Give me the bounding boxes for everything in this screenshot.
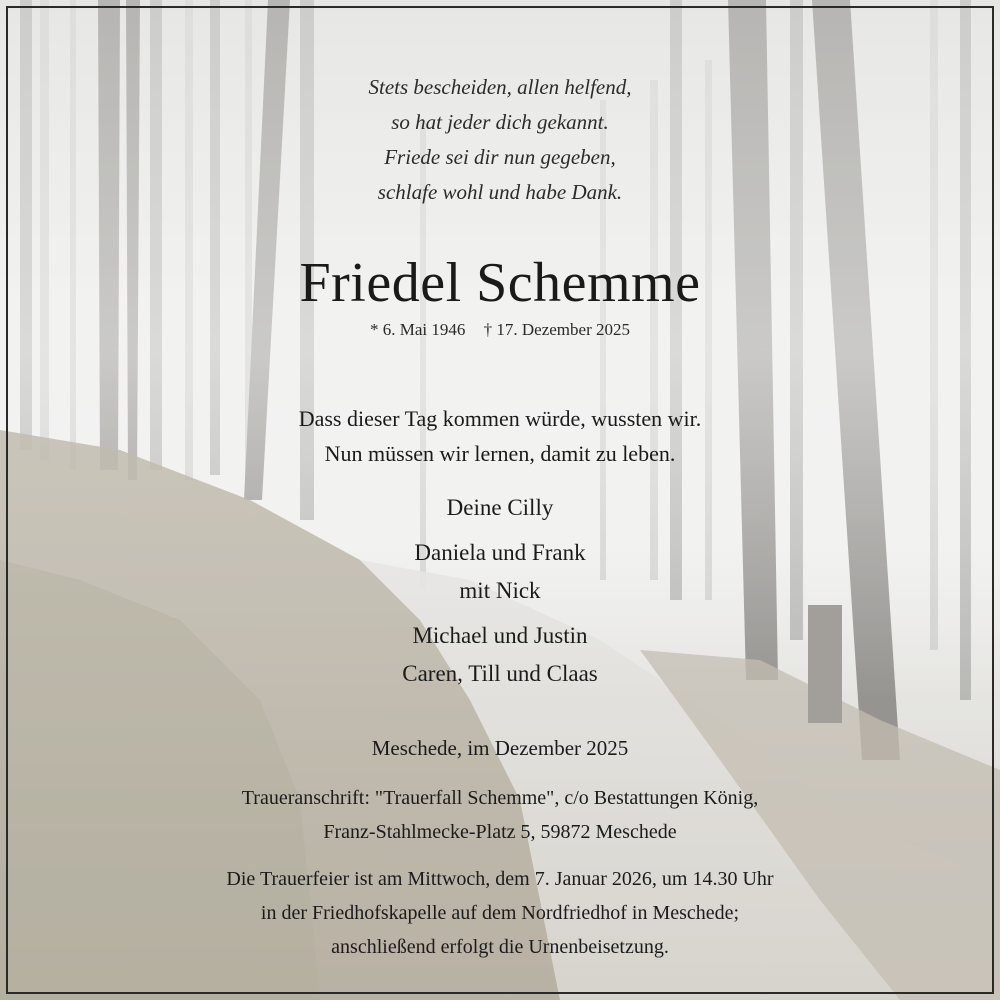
mourner-name: Michael und Justin [412,623,588,648]
verse-line: schlafe wohl und habe Dank. [377,180,623,204]
funeral-details [0,862,1000,964]
ceremony-line: Die Trauerfeier ist am Mittwoch, dem 7. Januar 2026, um 14.30 Uhr [226,868,774,890]
mourner-name: Deine Cilly [446,495,554,520]
mourning-address [0,781,1000,849]
mourner-name: mit Nick [459,578,541,603]
verse-line: so hat jeder dich gekannt. [391,110,609,134]
message-line: Nun müssen wir lernen, damit zu leben. [324,441,676,466]
life-dates [0,318,1000,342]
message-line: Dass dieser Tag kommen würde, wussten wir. [298,406,702,431]
mourner-group [0,617,1000,693]
verse-line: Stets bescheiden, allen helfend, [368,75,632,99]
place-and-date: Meschede, im Dezember 2025 [371,736,629,760]
mourner-name: Caren, Till und Claas [402,661,598,686]
verse-line: Friede sei dir nun gegeben, [384,145,616,169]
address-line: Traueranschrift: "Trauerfall Schemme", c/o Bestattungen König, [241,787,759,809]
address-line: Franz-Stahlmecke-Platz 5, 59872 Meschede [323,821,677,843]
mourner-group [0,534,1000,610]
deceased-name: Friedel Schemme [299,252,701,314]
mourner-name: Daniela und Frank [414,540,586,565]
memorial-verse [0,70,1000,210]
death-date: † 17. Dezember 2025 [483,320,630,339]
mourners-list [0,489,1000,693]
ceremony-line: in der Friedhofskapelle auf dem Nordfriedhof in Meschede; [260,902,740,924]
farewell-message [0,401,1000,471]
birth-date: * 6. Mai 1946 [370,320,466,339]
ceremony-line: anschließend erfolgt die Urnenbeisetzung. [331,936,669,958]
mourner-group [0,489,1000,527]
